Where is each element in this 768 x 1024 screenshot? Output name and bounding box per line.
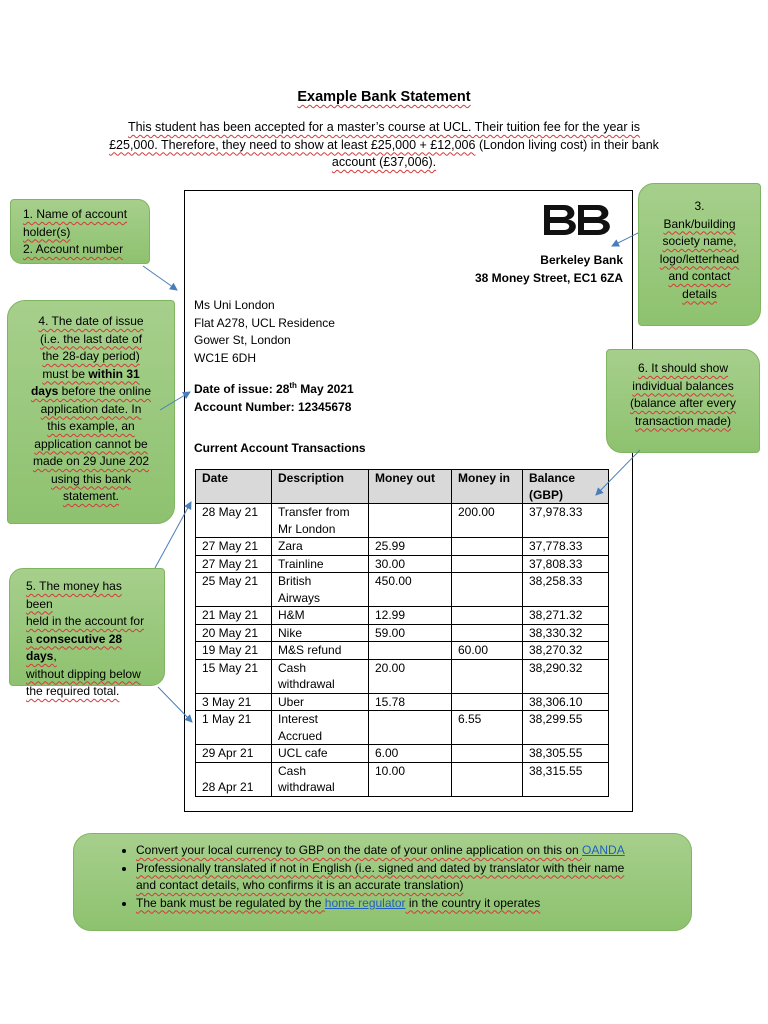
cell-description: M&S refund — [272, 642, 369, 660]
list-item: • Professionally translated if not in English (i.e. signed and dated by translator with their name and contact details, who confirms it is an accurate translation) — [136, 860, 681, 895]
date-of-issue: Date of issue: 28th May 2021 — [194, 381, 354, 396]
col-balance: Balance (GBP) — [523, 470, 609, 504]
cell-description: Transfer from Mr London — [272, 504, 369, 538]
cell-balance: 38,270.32 — [523, 642, 609, 660]
cell-date: 20 May 21 — [196, 624, 272, 642]
intro-paragraph: This student has been accepted for a master’s course at UCL. Their tuition fee for the year is £25,000. Therefore, they need to show at least £25,000 + £12,006 (London living cost) in their bank account (£37,006). — [109, 120, 659, 169]
arrow-balances — [596, 450, 640, 495]
cell-balance: 38,299.55 — [523, 711, 609, 745]
cell-description: UCL cafe — [272, 745, 369, 763]
arrow-bank-details — [612, 233, 638, 246]
cell-description: Nike — [272, 624, 369, 642]
col-money-in: Money in — [452, 470, 523, 504]
transactions-title: Current Account Transactions — [194, 441, 366, 455]
oanda-link[interactable]: OANDA — [582, 843, 625, 857]
cell-money-out: 15.78 — [369, 693, 452, 711]
list-item: • Convert your local currency to GBP on the date of your online application on this on OANDA — [136, 842, 681, 860]
cell-balance: 38,306.10 — [523, 693, 609, 711]
cell-date: 27 May 21 — [196, 555, 272, 573]
cell-balance: 38,290.32 — [523, 659, 609, 693]
note-bank-details: 3. Bank/building society name, logo/letterhead and contact details — [638, 183, 761, 326]
cell-description: British Airways — [272, 573, 369, 607]
home-regulator-link[interactable]: home regulator — [324, 895, 406, 910]
cell-balance: 37,778.33 — [523, 538, 609, 556]
cell-money-in: 200.00 — [452, 504, 523, 538]
cell-money-out: 12.99 — [369, 607, 452, 625]
list-item: • The bank must be regulated by the home regulator in the country it operates — [136, 895, 681, 913]
cell-money-out: 30.00 — [369, 555, 452, 573]
note-date-of-issue: 4. The date of issue (i.e. the last date of the 28-day period) must be within 31 days before the online application date. In this example, an application cannot be made on 29 June 202 using this bank statement. — [7, 300, 175, 524]
cell-money-out: 59.00 — [369, 624, 452, 642]
note-28-days: 5. The money has been held in the account for a consecutive 28 days, without dipping below the required total. — [9, 568, 165, 686]
col-date: Date — [196, 470, 272, 504]
arrow-account-holder — [143, 266, 177, 290]
arrow-28-days-top — [155, 502, 191, 568]
cell-description: Uber — [272, 693, 369, 711]
cell-date: 3 May 21 — [196, 693, 272, 711]
cell-balance: 37,978.33 — [523, 504, 609, 538]
customer-address: Ms Uni London Flat A278, UCL Residence Gower St, London WC1E 6DH — [194, 298, 335, 365]
cell-date: 21 May 21 — [196, 607, 272, 625]
account-number: Account Number: 12345678 — [194, 400, 352, 414]
cell-description: H&M — [272, 607, 369, 625]
cell-date: 29 Apr 21 — [196, 745, 272, 763]
page-title: Example Bank Statement — [297, 89, 471, 105]
cell-balance: 38,258.33 — [523, 573, 609, 607]
cell-money-out: 6.00 — [369, 745, 452, 763]
cell-description: Trainline — [272, 555, 369, 573]
cell-date: 1 May 21 — [196, 711, 272, 745]
cell-date: 15 May 21 — [196, 659, 272, 693]
cell-description: Cash withdrawal — [272, 659, 369, 693]
cell-date: 28 May 21 — [196, 504, 272, 538]
col-description: Description — [272, 470, 369, 504]
cell-date: 19 May 21 — [196, 642, 272, 660]
cell-description: Cash withdrawal — [272, 762, 369, 796]
cell-money-out: 450.00 — [369, 573, 452, 607]
cell-balance: 38,330.32 — [523, 624, 609, 642]
cell-balance: 38,315.55 — [523, 762, 609, 796]
col-money-out: Money out — [369, 470, 452, 504]
cell-date: 27 May 21 — [196, 538, 272, 556]
cell-balance: 38,271.32 — [523, 607, 609, 625]
bank-contact: Berkeley Bank 38 Money Street, EC1 6ZA — [474, 253, 623, 285]
cell-date: 25 May 21 — [196, 573, 272, 607]
cell-money-out: 25.99 — [369, 538, 452, 556]
note-account-holder: 1. Name of account holder(s) 2. Account number — [10, 199, 150, 264]
cell-money-in: 6.55 — [452, 711, 523, 745]
cell-money-in: 60.00 — [452, 642, 523, 660]
cell-date: 28 Apr 21 — [196, 762, 272, 796]
cell-balance: 38,305.55 — [523, 745, 609, 763]
cell-description: Zara — [272, 538, 369, 556]
cell-money-out: 10.00 — [369, 762, 452, 796]
arrow-date-of-issue — [160, 392, 190, 410]
cell-money-out: 20.00 — [369, 659, 452, 693]
cell-description: Interest Accrued — [272, 711, 369, 745]
cell-balance: 37,808.33 — [523, 555, 609, 573]
arrow-28-days-bottom — [158, 687, 192, 722]
note-individual-balances: 6. It should show individual balances (balance after every transaction made) — [606, 349, 760, 453]
